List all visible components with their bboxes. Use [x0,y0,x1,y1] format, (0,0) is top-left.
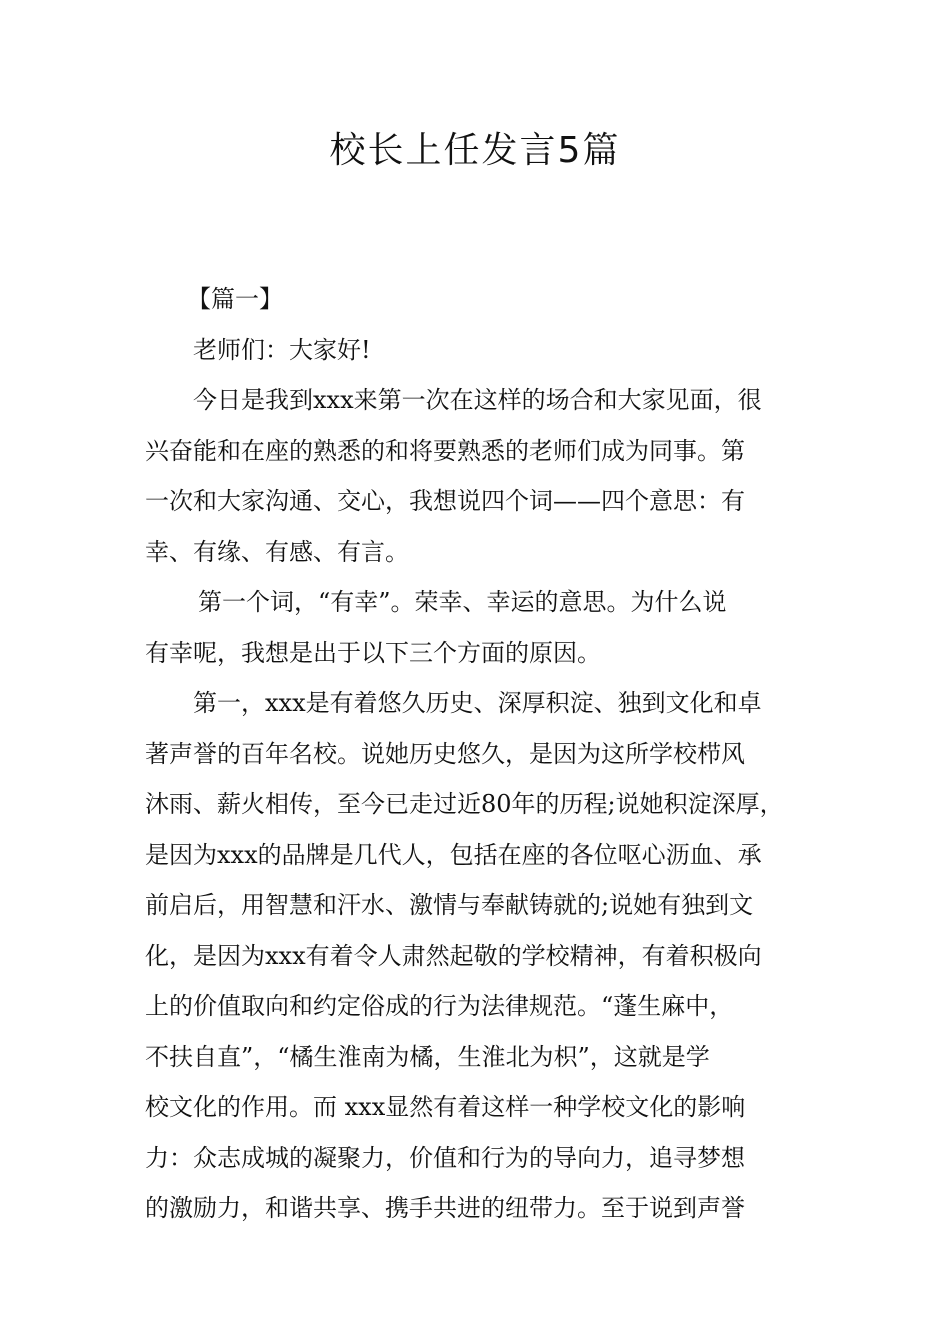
paragraph-line: 校文化的作用。而 xxx显然有着这样一种学校文化的影响 [145,1093,746,1121]
paragraph-line: 一次和大家沟通、交心，我想说四个词——四个意思：有 [145,487,745,515]
paragraph-line: 是因为xxx的品牌是几代人，包括在座的各位呕心沥血、承 [145,840,762,869]
paragraph-line: 著声誉的百年名校。说她历史悠久，是因为这所学校栉风 [145,739,745,768]
paragraph-line: 沐雨、薪火相传，至今已走过近80年的历程;说她积淀深厚， [145,790,784,818]
paragraph-line: 上的价值取向和约定俗成的行为法律规范。“蓬生麻中， [145,992,734,1020]
section-heading: 【篇一】 [187,285,283,313]
paragraph-line: 今日是我到xxx来第一次在这样的场合和大家见面，很 [193,386,762,414]
paragraph-line: 力：众志成城的凝聚力，价值和行为的导向力，追寻梦想 [145,1143,745,1172]
paragraph-line: 的激励力，和谐共享、携手共进的纽带力。至于说到声誉 [145,1194,745,1222]
paragraph-line: 化，是因为xxx有着令人肃然起敬的学校精神，有着积极向 [145,941,762,970]
paragraph-line: 不扶自直”，“橘生淮南为橘，生淮北为枳”，这就是学 [145,1042,710,1071]
greeting-line: 老师们：大家好! [193,335,371,364]
paragraph-line: 前启后，用智慧和汗水、激情与奉献铸就的;说她有独到文 [145,891,754,919]
paragraph-line: 有幸呢，我想是出于以下三个方面的原因。 [145,638,601,667]
document-body [145,284,810,1244]
paragraph-line: 幸、有缘、有感、有言。 [145,537,409,566]
paragraph-line: 兴奋能和在座的熟悉的和将要熟悉的老师们成为同事。第 [145,436,745,465]
paragraph-line: 第一，xxx是有着悠久历史、深厚积淀、独到文化和卓 [193,689,762,717]
document-title: 校长上任发言5篇 [329,130,621,171]
paragraph-line: 第一个词，“有幸”。荣幸、幸运的意思。为什么说 [198,588,727,616]
